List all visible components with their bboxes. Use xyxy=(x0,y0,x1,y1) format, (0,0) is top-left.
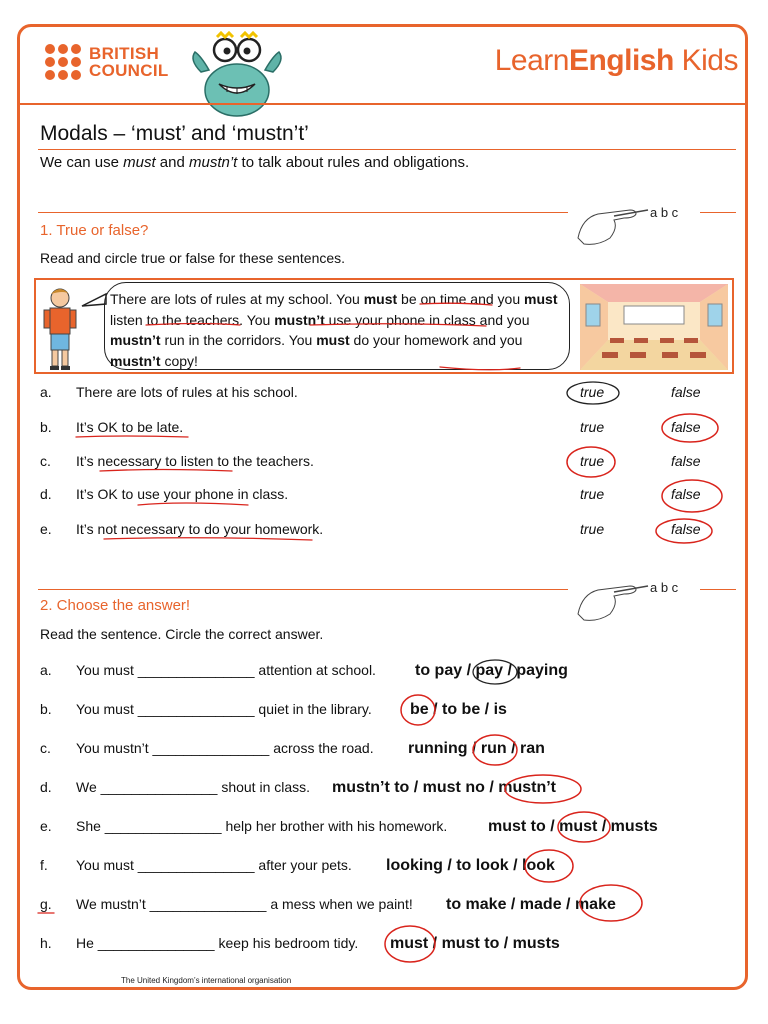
answer-options[interactable]: must / must to / musts xyxy=(390,935,560,952)
true-option[interactable]: true xyxy=(580,419,605,435)
answer-options[interactable]: mustn’t to / must no / mustn’t xyxy=(332,779,556,796)
choice-question-f: f. You must _______________ after your pets. looking / to look / look xyxy=(40,857,555,874)
false-option[interactable]: false xyxy=(671,453,701,469)
answer-options[interactable]: to pay / pay / paying xyxy=(415,662,568,679)
tf-question-c: c. It’s necessary to listen to the teachers. true false xyxy=(40,453,701,469)
true-option[interactable]: true xyxy=(580,384,605,400)
false-option[interactable]: false xyxy=(671,521,701,537)
story-speech-bubble: There are lots of rules at my school. You must be on time and you must listen to the teachers. You mustn’t use your phone in class and you mustn’t run in the corridors. You must do your homework and you mustn’t copy! xyxy=(104,282,570,370)
answer-options[interactable]: be / to be / is xyxy=(410,701,507,718)
choice-question-g: g. We mustn’t _______________ a mess when we paint! to make / made / make xyxy=(40,896,616,913)
tf-question-e: e. It’s not necessary to do your homework. true false xyxy=(40,521,701,537)
learnenglish-kids-logo: LearnEnglish Kids xyxy=(494,44,738,77)
answer-options[interactable]: must to / must / musts xyxy=(488,818,658,835)
british-council-logo xyxy=(45,44,169,80)
writing-hand-icon xyxy=(574,574,654,624)
choice-question-d: d. We _______________ shout in class. mustn’t to / must no / mustn’t xyxy=(40,779,556,796)
abc-label: a b c xyxy=(650,205,679,220)
choice-question-b: b. You must _______________ quiet in the library. be / to be / is xyxy=(40,701,507,718)
false-option[interactable]: false xyxy=(671,384,701,400)
classroom-illustration-icon xyxy=(580,284,728,370)
section-2-divider-right xyxy=(700,589,736,590)
section-1-divider xyxy=(38,212,568,213)
section-2-heading: 2. Choose the answer! xyxy=(40,597,191,614)
section-1-instruction: Read and circle true or false for these sentences. xyxy=(40,250,346,266)
tf-question-b: b. It’s OK to be late. true false xyxy=(40,419,701,435)
tf-question-d: d. It’s OK to use your phone in class. true false xyxy=(40,486,701,502)
boy-illustration-icon xyxy=(40,284,80,372)
section-1-heading: 1. True or false? xyxy=(40,222,149,239)
page-title: Modals – ‘must’ and ‘mustn’t’ xyxy=(40,122,309,145)
intro-text: We can use must and mustn’t to talk about rules and obligations. xyxy=(40,154,470,171)
footer-text: The United Kingdom’s international organisation xyxy=(121,976,292,985)
true-option[interactable]: true xyxy=(580,453,605,469)
writing-hand-icon xyxy=(574,198,654,248)
publisher-line-1: BRITISH xyxy=(89,44,160,63)
abc-label: a b c xyxy=(650,580,679,595)
publisher-line-2: COUNCIL xyxy=(89,61,169,80)
choice-question-h: h. He _______________ keep his bedroom tidy. must / must to / musts xyxy=(40,935,560,952)
section-1-divider-right xyxy=(700,212,736,213)
true-option[interactable]: true xyxy=(580,521,605,537)
title-underline xyxy=(38,149,736,150)
choice-question-c: c. You mustn’t _______________ across the road. running / run / ran xyxy=(40,740,545,757)
monster-mascot-icon xyxy=(187,30,287,120)
choice-question-a: a. You must _______________ attention at school. to pay / pay / paying xyxy=(40,662,568,679)
answer-options[interactable]: looking / to look / look xyxy=(386,857,555,874)
false-option[interactable]: false xyxy=(671,486,701,502)
tf-question-a: a. There are lots of rules at his school. true false xyxy=(40,384,701,400)
section-2-divider xyxy=(38,589,568,590)
answer-options[interactable]: to make / made / make xyxy=(446,896,616,913)
choice-question-e: e. She _______________ help her brother with his homework. must to / must / musts xyxy=(40,818,658,835)
false-option[interactable]: false xyxy=(671,419,701,435)
answer-options[interactable]: running / run / ran xyxy=(408,740,545,757)
true-option[interactable]: true xyxy=(580,486,605,502)
logo-dots-icon xyxy=(45,44,81,80)
section-2-instruction: Read the sentence. Circle the correct answer. xyxy=(40,626,324,642)
header-divider xyxy=(20,103,748,105)
